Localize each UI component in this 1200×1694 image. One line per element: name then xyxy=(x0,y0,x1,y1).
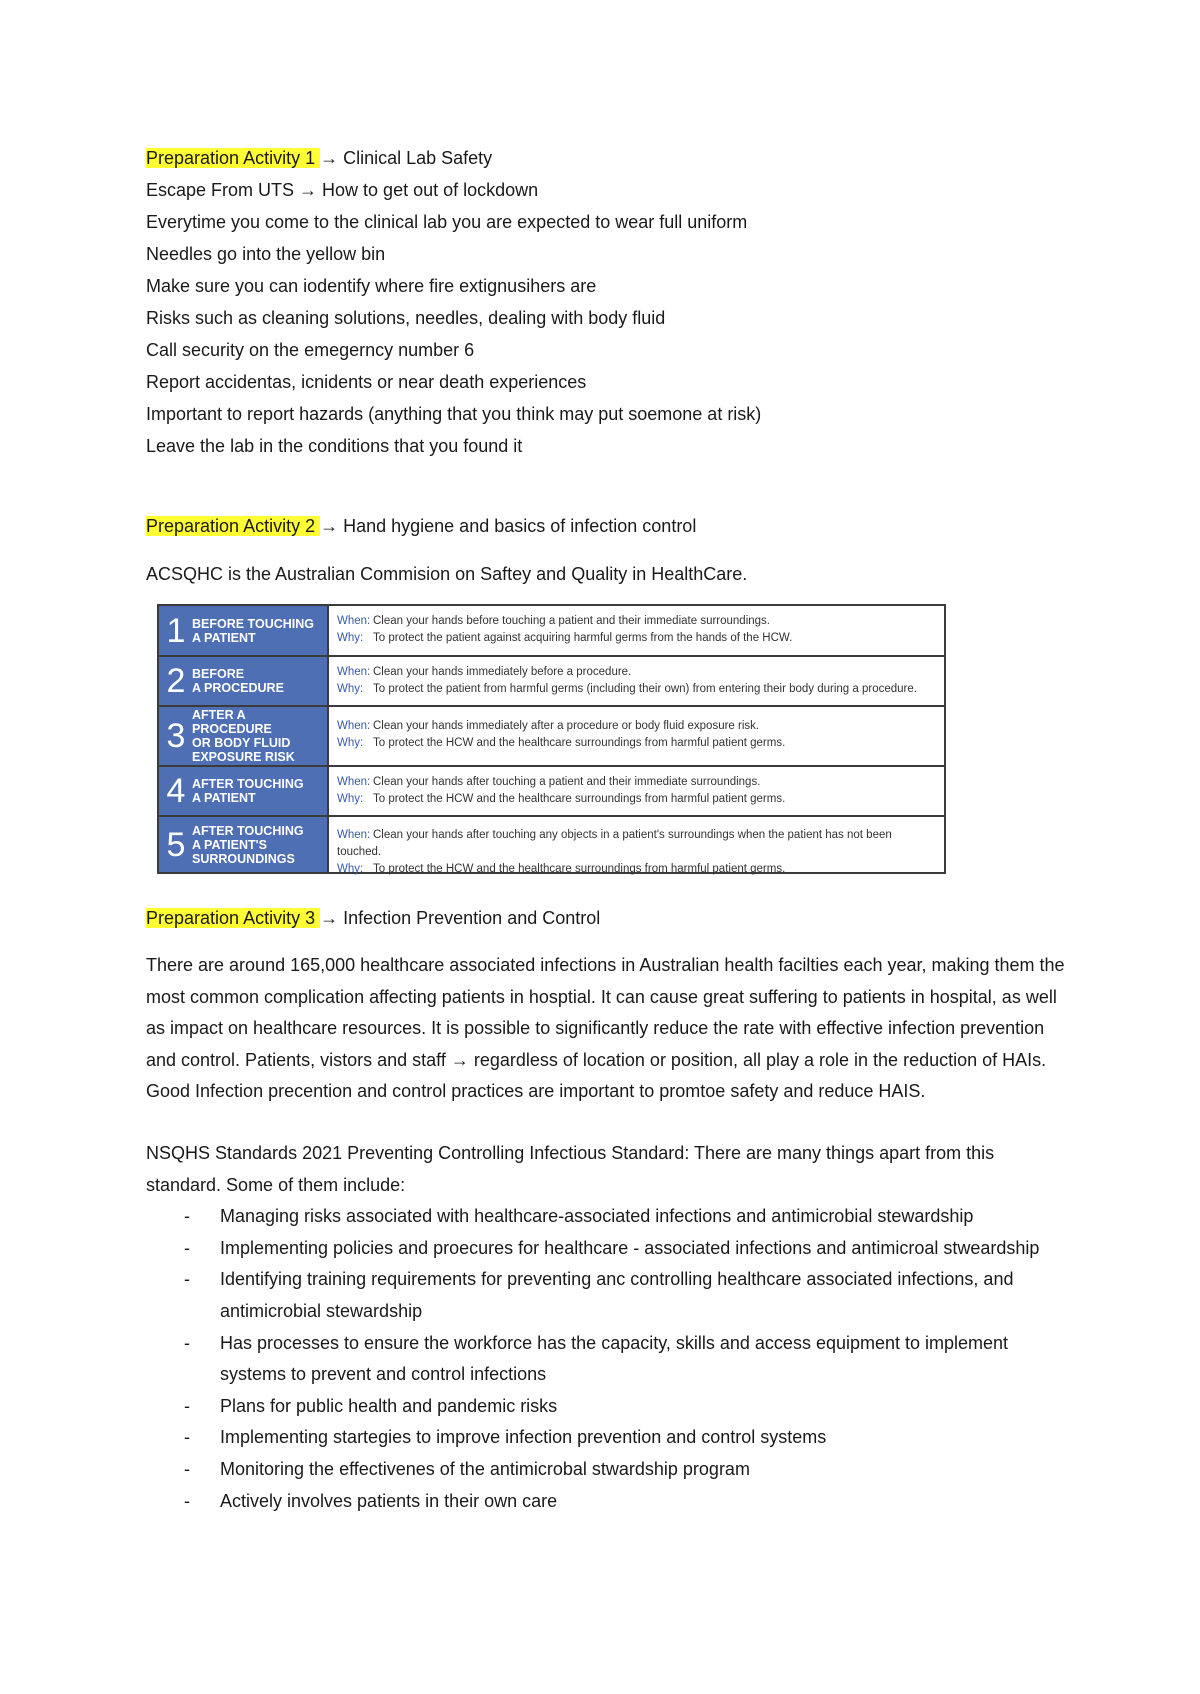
section1-heading xyxy=(146,142,1066,174)
why-key: Why: xyxy=(337,632,364,644)
moment-label: AFTER A PROCEDURE OR BODY FLUID EXPOSURE RISK xyxy=(192,708,295,764)
list-item-text: Implementing startegies to improve infection prevention and control systems xyxy=(220,1427,827,1448)
when-key: When: xyxy=(337,666,371,678)
bullet-dash: - xyxy=(184,1206,190,1227)
bullet-dash: - xyxy=(184,1458,190,1479)
why-text: To protect the patient against acquiring harmful germs from the hands of the HCW. xyxy=(373,632,793,644)
bullet-dash: - xyxy=(184,1269,190,1290)
document-page xyxy=(146,142,1066,1517)
why-key: Why: xyxy=(337,683,364,695)
list-item-text: Has processes to ensure the workforce has the capacity, skills and access equipment to implement systems to prevent and control infections xyxy=(220,1332,1009,1385)
section3-standards-intro: NSQHS Standards 2021 Preventing Controlling Infectious Standard: There are many things apart from this standard. Some of them include: xyxy=(146,1142,995,1195)
moment-row xyxy=(159,606,944,657)
when-key: When: xyxy=(337,720,371,732)
why-text: To protect the patient from harmful germs (including their own) from entering their body during a procedure. xyxy=(373,683,917,695)
section2-title: → Hand hygiene and basics of infection control xyxy=(320,516,697,536)
list-item xyxy=(146,1422,1066,1454)
list-item-text: Managing risks associated with healthcare-associated infections and antimicrobial stewardship xyxy=(220,1206,974,1227)
moment-label: AFTER TOUCHING A PATIENT xyxy=(192,777,304,805)
section1-line: Leave the lab in the conditions that you found it xyxy=(146,436,523,456)
when-key: When: xyxy=(337,615,371,627)
section1-title: → Clinical Lab Safety xyxy=(320,148,493,168)
moment-row xyxy=(159,817,944,875)
why-key: Why: xyxy=(337,863,364,875)
list-item xyxy=(146,1454,1066,1486)
section1-line: Make sure you can iodentify where fire extignusihers are xyxy=(146,276,597,296)
section2-highlight-label: Preparation Activity 2 xyxy=(146,516,321,536)
bullet-dash: - xyxy=(184,1237,190,1258)
section3-highlight-label: Preparation Activity 3 xyxy=(146,908,321,928)
list-item-text: Implementing policies and proecures for healthcare - associated infections and antimicroal stweardship xyxy=(220,1237,1040,1258)
why-text: To protect the HCW and the healthcare surroundings from harmful patient germs. xyxy=(373,793,786,805)
list-item xyxy=(146,1391,1066,1423)
when-text: Clean your hands immediately after a procedure or body fluid exposure risk. xyxy=(373,720,760,732)
why-key: Why: xyxy=(337,737,364,749)
when-text: Clean your hands immediately before a procedure. xyxy=(373,666,632,678)
section1-line: Risks such as cleaning solutions, needles, dealing with body fluid xyxy=(146,308,666,328)
section1-line: Everytime you come to the clinical lab you are expected to wear full uniform xyxy=(146,212,748,232)
moment-label: BEFORE TOUCHING A PATIENT xyxy=(192,616,314,645)
why-text: To protect the HCW and the healthcare surroundings from harmful patient germs. xyxy=(373,737,786,749)
list-item-text: Actively involves patients in their own care xyxy=(220,1490,558,1511)
when-text: Clean your hands after touching a patient and their immediate surroundings. xyxy=(373,776,761,788)
list-item xyxy=(146,1328,1066,1391)
why-key: Why: xyxy=(337,793,364,805)
moment-detail-cell xyxy=(329,707,944,765)
moment-detail-cell xyxy=(329,657,944,705)
list-item xyxy=(146,1486,1066,1518)
when-key: When: xyxy=(337,829,371,841)
when-key: When: xyxy=(337,776,371,788)
section3-paragraph: There are around 165,000 healthcare associated infections in Australian health facilties each year, making them the most common complication affecting patients in hosptial. It can cause great suffering to patients in hospital, as well as impact on healthcare resources. It is possible to significantly reduce the rate with effective infection prevention and control. Patients, vistors and staff → regardless of location or position, all play a role in the reduction of HAIs. Good Infection precention and control practices are important to promtoe safety and reduce HAIS. xyxy=(146,955,1065,1102)
bullet-dash: - xyxy=(184,1395,190,1416)
section1-line: Important to report hazards (anything that you think may put soemone at risk) xyxy=(146,404,762,424)
section3-title: → Infection Prevention and Control xyxy=(320,908,601,928)
moment-detail-cell xyxy=(329,606,944,655)
list-item xyxy=(146,1233,1066,1265)
why-text: To protect the HCW and the healthcare surroundings from harmful patient germs. xyxy=(373,863,786,875)
moment-row xyxy=(159,657,944,707)
list-item-text: Identifying training requirements for preventing anc controlling healthcare associated infections, and antimicrobial stewardship xyxy=(220,1269,1014,1321)
moment-number: 5 xyxy=(166,825,186,864)
list-item-text: Monitoring the effectivenes of the antimicrobal stwardship program xyxy=(220,1458,750,1479)
when-text: Clean your hands after touching any objects in a patient's surroundings when the patient has not been touched. xyxy=(337,829,892,858)
section1-line: Escape From UTS → How to get out of lockdown xyxy=(146,180,539,200)
bullet-dash: - xyxy=(184,1490,190,1511)
moment-detail-cell xyxy=(329,767,944,815)
spacer xyxy=(146,462,1066,510)
moment-number: 1 xyxy=(166,611,186,650)
spacer xyxy=(146,934,1066,950)
section1-line: Call security on the emegerncy number 6 xyxy=(146,340,475,360)
moment-label-cell xyxy=(159,606,329,655)
section2-heading xyxy=(146,510,1066,542)
section3-heading xyxy=(146,902,1066,934)
moment-label: AFTER TOUCHING A PATIENT'S SURROUNDINGS xyxy=(192,823,304,866)
section1-line: Report accidentas, icnidents or near death experiences xyxy=(146,372,587,392)
moment-detail-cell xyxy=(329,817,944,875)
five-moments-table xyxy=(157,604,946,874)
bullet-dash: - xyxy=(184,1332,190,1353)
moment-number: 2 xyxy=(166,662,186,700)
spacer xyxy=(146,542,1066,558)
moment-label-cell xyxy=(159,817,329,872)
when-text: Clean your hands before touching a patient and their immediate surroundings. xyxy=(373,615,770,627)
list-item xyxy=(146,1264,1066,1327)
moment-number: 3 xyxy=(166,717,186,755)
section2-intro: ACSQHC is the Australian Commision on Saftey and Quality in HealthCare. xyxy=(146,564,748,584)
moment-row xyxy=(159,707,944,767)
bullet-dash: - xyxy=(184,1427,190,1448)
moment-row xyxy=(159,767,944,817)
list-item-text: Plans for public health and pandemic risks xyxy=(220,1395,558,1416)
section1-highlight-label: Preparation Activity 1 xyxy=(146,148,321,168)
moment-label-cell xyxy=(159,767,329,815)
section1-line: Needles go into the yellow bin xyxy=(146,244,386,264)
spacer xyxy=(146,1108,1066,1138)
moment-number: 4 xyxy=(166,772,186,810)
moment-label-cell xyxy=(159,657,329,705)
standards-list xyxy=(146,1201,1066,1517)
moment-label-cell xyxy=(159,707,329,765)
moment-label: BEFORE A PROCEDURE xyxy=(192,667,284,695)
list-item xyxy=(146,1201,1066,1233)
